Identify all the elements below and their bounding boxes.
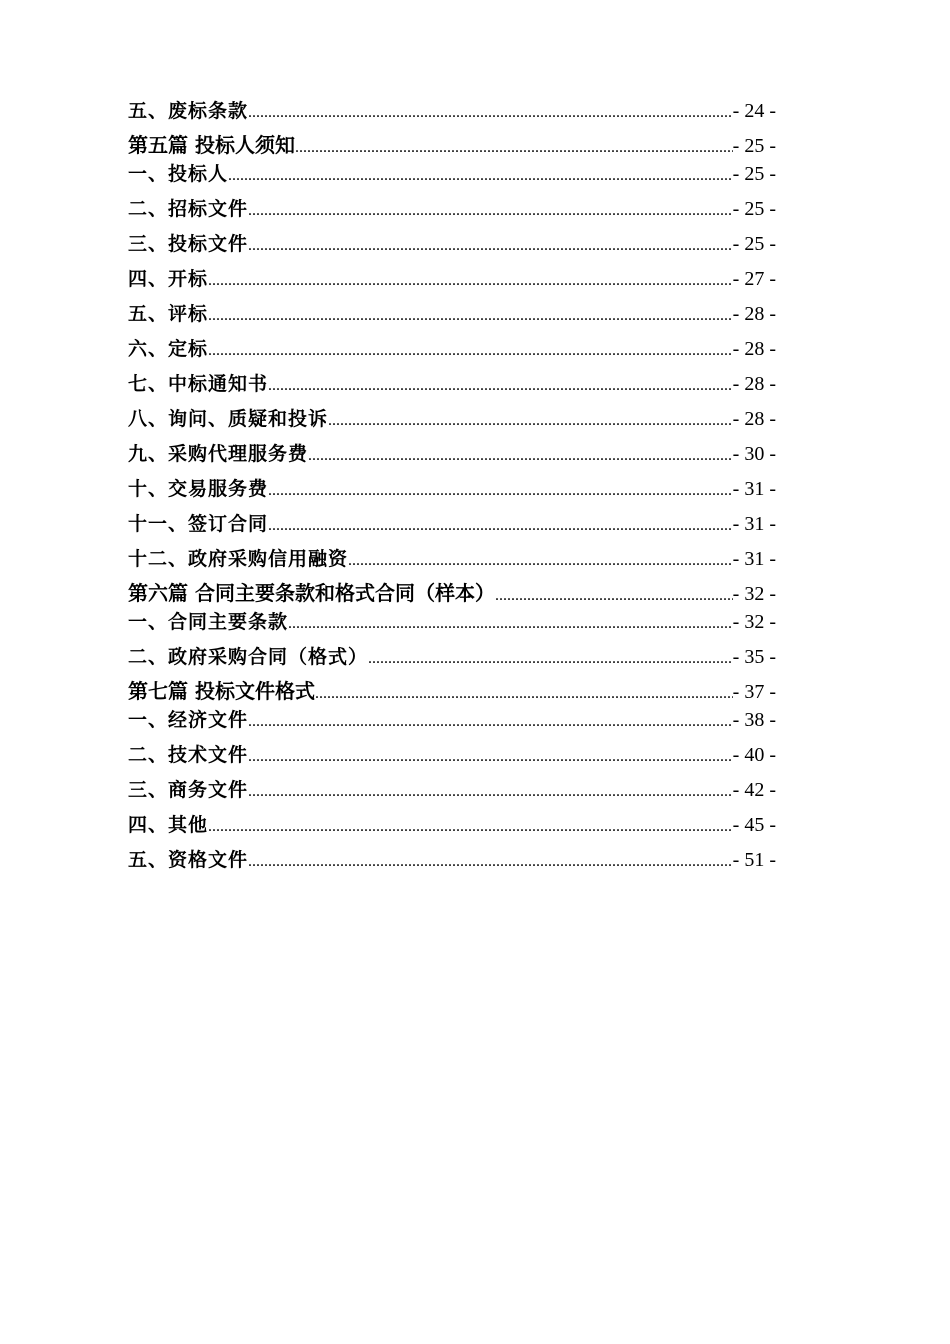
toc-entry[interactable] bbox=[128, 474, 776, 509]
toc-entry[interactable] bbox=[128, 404, 776, 439]
toc-entry-title: 十一、签订合同 bbox=[128, 513, 269, 535]
toc-leader-dots bbox=[315, 686, 733, 702]
toc-leader-dots bbox=[308, 448, 733, 464]
toc-entry-title: 第六篇 合同主要条款和格式合同（样本） bbox=[128, 581, 495, 605]
toc-entry-title: 二、政府采购合同（格式） bbox=[128, 646, 369, 668]
toc-entry[interactable] bbox=[128, 705, 776, 740]
toc-entry-title: 八、询问、质疑和投诉 bbox=[128, 408, 329, 430]
toc-entry-title: 十二、政府采购信用融资 bbox=[128, 548, 349, 570]
toc-entry-title: 十、交易服务费 bbox=[128, 478, 269, 500]
toc-entry[interactable] bbox=[128, 740, 776, 775]
toc-part-heading[interactable] bbox=[128, 677, 776, 705]
toc-part-heading[interactable] bbox=[128, 131, 776, 159]
toc-entry-page: - 28 - bbox=[732, 303, 776, 325]
toc-entry-page: - 28 - bbox=[732, 408, 776, 430]
toc-entry-title: 四、开标 bbox=[128, 268, 209, 290]
toc-entry-page: - 42 - bbox=[732, 779, 776, 801]
toc-leader-dots bbox=[208, 308, 733, 324]
toc-entry-title: 三、投标文件 bbox=[128, 233, 249, 255]
toc-entry-page: - 45 - bbox=[732, 814, 776, 836]
toc-entry[interactable] bbox=[128, 334, 776, 369]
toc-entry-title: 三、商务文件 bbox=[128, 779, 249, 801]
toc-leader-dots bbox=[248, 238, 733, 254]
toc-entry[interactable] bbox=[128, 509, 776, 544]
toc-entry-page: - 37 - bbox=[732, 681, 776, 703]
toc-leader-dots bbox=[208, 273, 733, 289]
toc-entry-title: 一、经济文件 bbox=[128, 709, 249, 731]
toc-entry-title: 一、合同主要条款 bbox=[128, 611, 289, 633]
toc-leader-dots bbox=[248, 854, 733, 870]
toc-entry[interactable] bbox=[128, 810, 776, 845]
toc-leader-dots bbox=[268, 518, 733, 534]
toc-entry-page: - 28 - bbox=[732, 373, 776, 395]
toc-entry-page: - 32 - bbox=[732, 611, 776, 633]
toc-entry-page: - 32 - bbox=[732, 583, 776, 605]
toc-entry[interactable] bbox=[128, 96, 776, 131]
toc-leader-dots bbox=[248, 203, 733, 219]
toc-entry-title: 一、投标人 bbox=[128, 163, 229, 185]
toc-leader-dots bbox=[248, 714, 733, 730]
toc-leader-dots bbox=[288, 616, 733, 632]
toc-leader-dots bbox=[268, 378, 733, 394]
toc-entry-page: - 31 - bbox=[732, 548, 776, 570]
toc-entry-title: 六、定标 bbox=[128, 338, 209, 360]
toc-entry-page: - 25 - bbox=[732, 198, 776, 220]
toc-entry[interactable] bbox=[128, 369, 776, 404]
toc-leader-dots bbox=[368, 651, 733, 667]
toc-entry-page: - 40 - bbox=[732, 744, 776, 766]
toc-leader-dots bbox=[348, 553, 733, 569]
toc-leader-dots bbox=[228, 168, 733, 184]
toc-entry[interactable] bbox=[128, 544, 776, 579]
toc-leader-dots bbox=[268, 483, 733, 499]
toc-entry[interactable] bbox=[128, 607, 776, 642]
toc-entry-title: 九、采购代理服务费 bbox=[128, 443, 309, 465]
toc-entry[interactable] bbox=[128, 439, 776, 474]
toc-entry[interactable] bbox=[128, 159, 776, 194]
toc-entry-page: - 38 - bbox=[732, 709, 776, 731]
toc-leader-dots bbox=[208, 819, 733, 835]
toc-entry-page: - 25 - bbox=[732, 135, 776, 157]
toc-entry-title: 第七篇 投标文件格式 bbox=[128, 679, 315, 703]
toc-leader-dots bbox=[248, 105, 733, 121]
toc-entry-title: 七、中标通知书 bbox=[128, 373, 269, 395]
toc-leader-dots bbox=[328, 413, 733, 429]
toc-leader-dots bbox=[248, 784, 733, 800]
toc-entry-title: 五、评标 bbox=[128, 303, 209, 325]
toc-leader-dots bbox=[495, 588, 733, 604]
toc-entry-page: - 25 - bbox=[732, 233, 776, 255]
toc-entry[interactable] bbox=[128, 845, 776, 880]
toc-leader-dots bbox=[295, 140, 733, 156]
toc-entry-page: - 35 - bbox=[732, 646, 776, 668]
toc-entry-title: 二、招标文件 bbox=[128, 198, 249, 220]
toc-entry[interactable] bbox=[128, 775, 776, 810]
toc-leader-dots bbox=[248, 749, 733, 765]
toc-entry-page: - 24 - bbox=[732, 100, 776, 122]
toc-entry-page: - 25 - bbox=[732, 163, 776, 185]
toc-entry-title: 二、技术文件 bbox=[128, 744, 249, 766]
table-of-contents bbox=[128, 96, 776, 880]
toc-leader-dots bbox=[208, 343, 733, 359]
toc-entry[interactable] bbox=[128, 642, 776, 677]
toc-entry-title: 四、其他 bbox=[128, 814, 209, 836]
toc-entry-title: 五、资格文件 bbox=[128, 849, 249, 871]
toc-entry[interactable] bbox=[128, 264, 776, 299]
toc-entry-page: - 51 - bbox=[732, 849, 776, 871]
toc-entry-page: - 31 - bbox=[732, 513, 776, 535]
toc-part-heading[interactable] bbox=[128, 579, 776, 607]
toc-entry[interactable] bbox=[128, 299, 776, 334]
toc-entry-page: - 27 - bbox=[732, 268, 776, 290]
toc-entry[interactable] bbox=[128, 194, 776, 229]
toc-entry-page: - 28 - bbox=[732, 338, 776, 360]
toc-entry-title: 第五篇 投标人须知 bbox=[128, 133, 295, 157]
toc-entry[interactable] bbox=[128, 229, 776, 264]
toc-entry-title: 五、废标条款 bbox=[128, 100, 249, 122]
toc-entry-page: - 30 - bbox=[732, 443, 776, 465]
toc-entry-page: - 31 - bbox=[732, 478, 776, 500]
